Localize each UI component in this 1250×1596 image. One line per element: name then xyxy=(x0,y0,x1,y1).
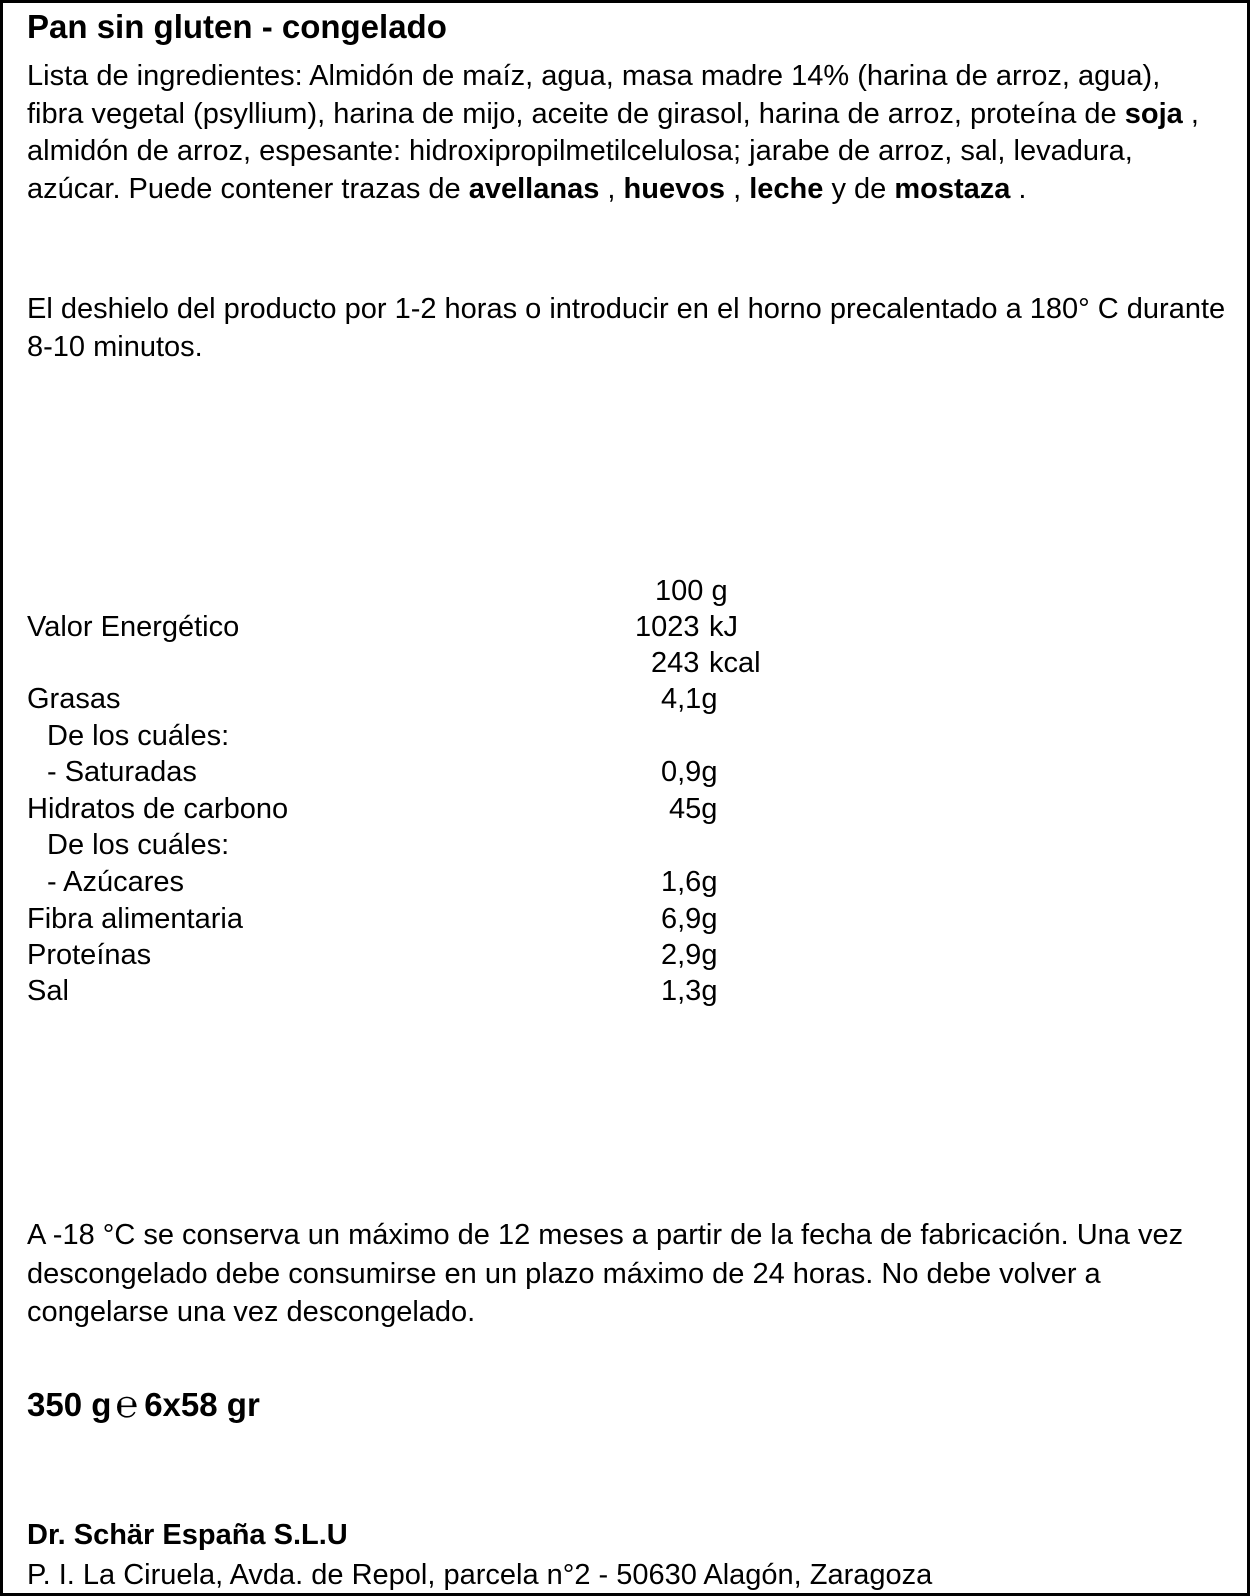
net-weight-value: 350 g xyxy=(27,1386,112,1423)
allergen-leche: leche xyxy=(749,172,824,205)
nutrition-table xyxy=(3,3,1247,1593)
ingredients-separator: , xyxy=(599,172,624,205)
ingredients-text: Lista de ingredientes: Almidón de maíz, agua, masa madre 14% (harina de arroz, agua), fibra vegetal (psyllium), harina de mijo, aceite de girasol, harina de arroz, proteína de xyxy=(27,60,1161,130)
nutrition-value-fibre: 6,9g xyxy=(661,903,718,935)
nutrition-value-protein: 2,9g xyxy=(661,939,718,971)
nutrition-value-energy-kj: 1023 xyxy=(635,611,700,643)
ingredients-separator: y de xyxy=(823,172,895,205)
nutrition-label-protein: Proteínas xyxy=(27,939,152,971)
nutrition-value-salt: 1,3g xyxy=(661,975,718,1007)
net-weight xyxy=(27,1383,260,1427)
nutrition-unit-kj: kJ xyxy=(709,611,738,643)
ingredients-text: . xyxy=(1010,172,1027,205)
nutrition-label-salt: Sal xyxy=(27,975,69,1007)
nutrition-label-carbohydrates: Hidratos de carbono xyxy=(27,793,289,825)
nutrition-label-carb-of-which: De los cuáles: xyxy=(47,829,230,861)
product-title: Pan sin gluten - congelado xyxy=(27,8,447,45)
net-weight-pieces: 6x58 gr xyxy=(144,1386,260,1423)
nutrition-label-sugars: - Azúcares xyxy=(47,866,184,898)
nutrition-value-energy-kcal: 243 xyxy=(651,647,700,679)
ingredients-separator: , xyxy=(725,172,750,205)
nutrition-label-fat: Grasas xyxy=(27,683,121,715)
allergen-mostaza: mostaza xyxy=(894,172,1011,205)
allergen-soja: soja xyxy=(1124,97,1183,130)
storage-instructions: A -18 °C se conserva un máximo de 12 meses a partir de la fecha de fabricación. Una vez descongelado debe consumirse en un plazo máximo de 24 horas. No debe volver a congelarse una vez descongelado. xyxy=(27,1219,1184,1328)
allergen-avellanas: avellanas xyxy=(468,172,600,205)
nutrition-label-energy: Valor Energético xyxy=(27,611,240,643)
nutrition-label-fat-of-which: De los cuáles: xyxy=(47,720,230,752)
nutrition-label-fibre: Fibra alimentaria xyxy=(27,903,243,935)
preparation-instructions: El deshielo del producto por 1-2 horas o introducir en el horno precalentado a 180° C durante 8-10 minutos. xyxy=(27,293,1226,363)
nutrition-value-saturates: 0,9g xyxy=(661,756,718,788)
company-address: P. I. La Ciruela, Avda. de Repol, parcela n°2 - 50630 Alagón, Zaragoza xyxy=(27,1559,933,1591)
nutrition-value-carbohydrates: 45g xyxy=(669,793,718,825)
nutrition-value-fat: 4,1g xyxy=(661,683,718,715)
allergen-huevos: huevos xyxy=(623,172,726,205)
estimated-sign-icon: ℮ xyxy=(115,1384,139,1426)
company-name: Dr. Schär España S.L.U xyxy=(27,1519,348,1551)
nutrition-value-sugars: 1,6g xyxy=(661,866,718,898)
nutrition-label-saturates: - Saturadas xyxy=(47,756,197,788)
nutrition-column-header: 100 g xyxy=(655,575,728,607)
nutrition-unit-kcal: kcal xyxy=(709,647,761,679)
ingredients-text: , almidón de arroz, espesante: hidroxipropilmetilcelulosa; jarabe de arroz, sal, levadura, azúcar. Puede contener trazas de xyxy=(27,97,1199,205)
